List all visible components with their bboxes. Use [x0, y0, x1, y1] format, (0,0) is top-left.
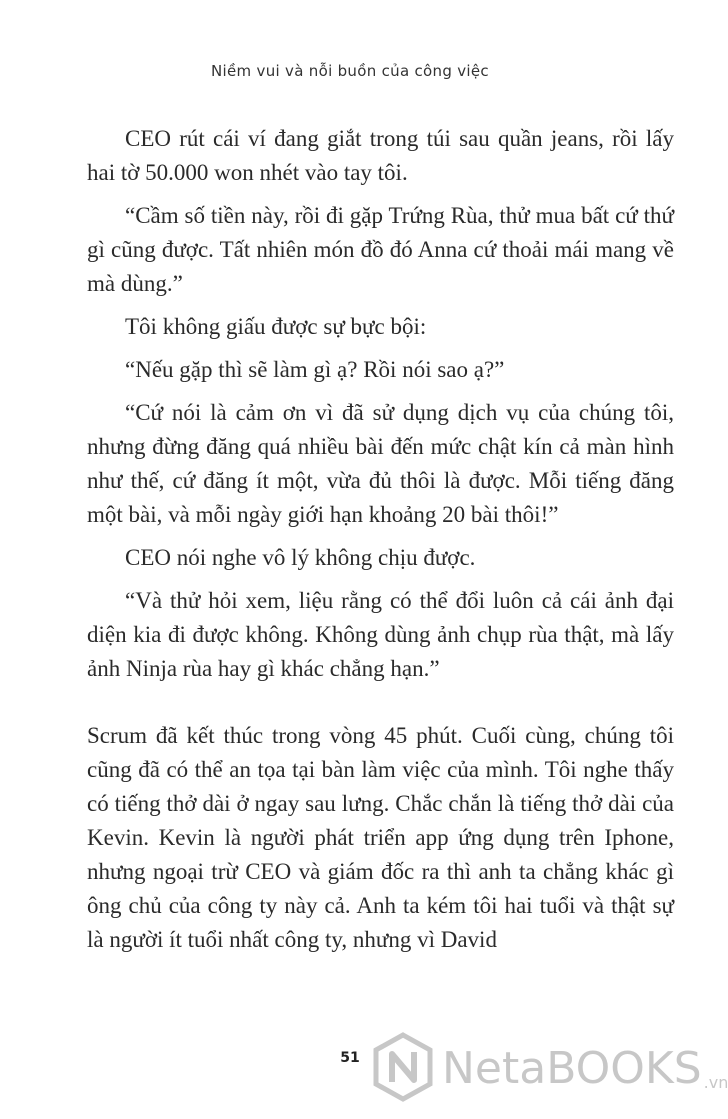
publisher-watermark [372, 1032, 728, 1106]
paragraph: CEO nói nghe vô lý không chịu được. [125, 545, 476, 570]
watermark-suffix: .vn [703, 1073, 728, 1092]
netabooks-logo-icon [372, 1032, 434, 1107]
running-title: Niềm vui và nỗi buồn của công việc [211, 62, 489, 80]
paragraph: “Nếu gặp thì sẽ làm gì ạ? Rồi nói sao ạ?” [125, 357, 505, 382]
paragraph: Tôi không giấu được sự bực bội: [125, 314, 427, 339]
paragraph: “Cầm số tiền này, rồi đi gặp Trứng Rùa, thử mua bất cứ thứ gì cũng được. Tất nhiên món đồ đó Anna cứ thoải mái mang về mà dùng.” [87, 203, 674, 296]
narrative-section [87, 719, 674, 966]
paragraph: Scrum đã kết thúc trong vòng 45 phút. Cuối cùng, chúng tôi cũng đã có thể an tọa tại bàn làm việc của mình. Tôi nghe thấy có tiếng thở dài ở ngay sau lưng. Chắc chắn là tiếng thở dài của Kevin. Kevin là người phát triển app ứng dụng trên Iphone, nhưng ngoại trừ CEO và giám đốc ra thì anh ta chẳng khác gì ông chủ của công ty này cả. Anh ta kém tôi hai tuổi và thật sự là người ít tuổi nhất công ty, nhưng vì David [87, 723, 674, 952]
watermark-text: NetaBOOKS [442, 1043, 702, 1094]
paragraph: “Cứ nói là cảm ơn vì đã sử dụng dịch vụ của chúng tôi, nhưng đừng đăng quá nhiều bài đến mức chật kín cả màn hình như thế, cứ đăng ít một, vừa đủ thôi là được. Mỗi tiếng đăng một bài, và mỗi ngày giới hạn khoảng 20 bài thôi!” [87, 400, 674, 527]
paragraph: CEO rút cái ví đang giắt trong túi sau quần jeans, rồi lấy hai tờ 50.000 won nhét vào tay tôi. [87, 126, 674, 185]
dialogue-section [87, 122, 674, 695]
paragraph: “Và thử hỏi xem, liệu rằng có thể đổi luôn cả cái ảnh đại diện kia đi được không. Không dùng ảnh chụp rùa thật, mà lấy ảnh Ninja rùa hay gì khác chẳng hạn.” [87, 588, 674, 681]
page-number: 51 [340, 1050, 360, 1066]
